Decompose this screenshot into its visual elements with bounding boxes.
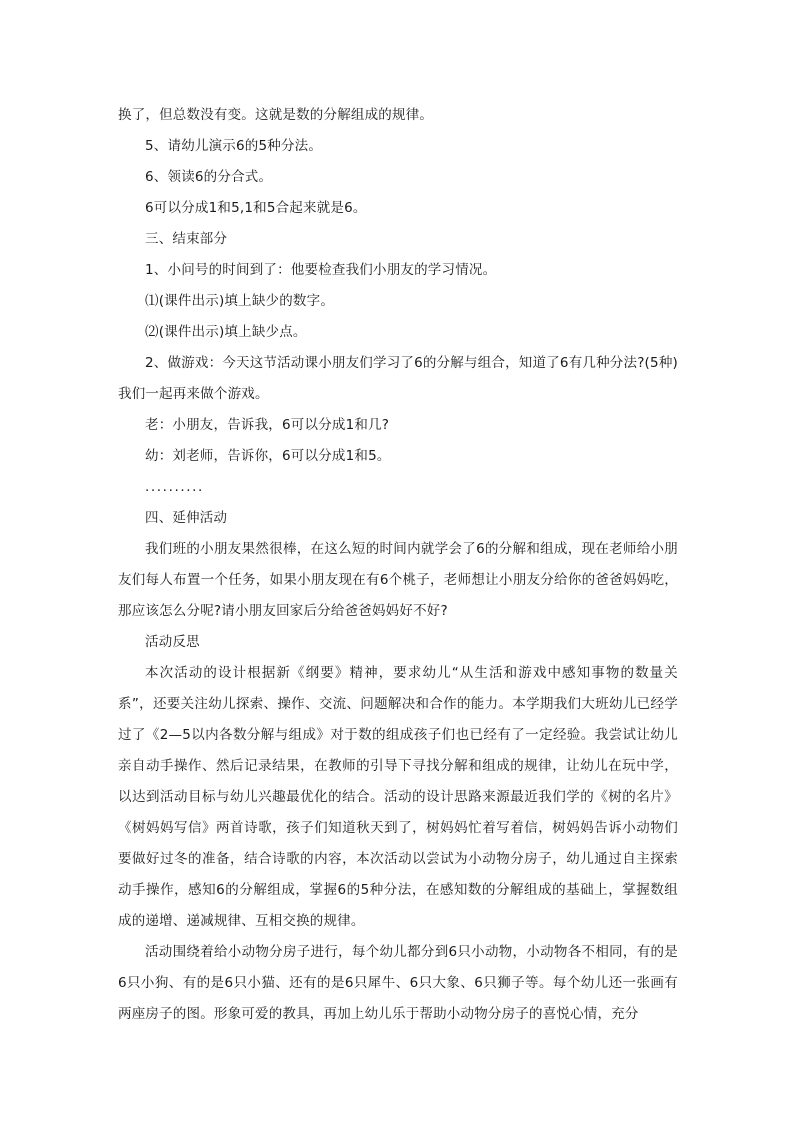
paragraph: 老：小朋友，告诉我，6可以分成1和几? (145, 417, 390, 433)
paragraph: 四、延伸活动 (145, 510, 228, 526)
paragraph: 活动围绕着给小动物分房子进行，每个幼儿都分到6只小动物，小动物各不相同，有的是6只小狗、有的是6只小猫、还有的是6只犀牛、6只大象、6只狮子等。每个幼儿还一张画有两座房子的图。形象可爱的教具，再加上幼儿乐于帮助小动物分房子的喜悦心情，充分 (118, 944, 678, 1022)
paragraph: 1、小问号的时间到了：他要检查我们小朋友的学习情况。 (145, 262, 497, 278)
document-body (118, 100, 678, 1030)
paragraph: 换了，但总数没有变。这就是数的分解组成的规律。 (118, 107, 434, 123)
paragraph: ⑵(课件出示)填上缺少点。 (145, 324, 307, 340)
paragraph: 幼：刘老师，告诉你，6可以分成1和5。 (145, 448, 391, 464)
paragraph: 本次活动的设计根据新《纲要》精神，要求幼儿“从生活和游戏中感知事物的数量关系”，还要关注幼儿探索、操作、交流、问题解决和合作的能力。本学期我们大班幼儿已经学过了《2—5以内各数分解与组成》对于数的组成孩子们也已经有了一定经验。我尝试让幼儿亲自动手操作、然后记录结果，在教师的引导下寻找分解和组成的规律，让幼儿在玩中学，以达到活动目标与幼儿兴趣最优化的结合。活动的设计思路来源最近我们学的《树的名片》《树妈妈写信》两首诗歌，孩子们知道秋天到了，树妈妈忙着写着信，树妈妈告诉小动物们要做好过冬的准备，结合诗歌的内容，本次活动以尝试为小动物分房子，幼儿通过自主探索动手操作，感知6的分解组成，掌握6的5种分法，在感知数的分解组成的基础上，掌握数组成的递增、递减规律、互相交换的规律。 (118, 665, 678, 929)
paragraph: 6可以分成1和5,1和5合起来就是6。 (145, 200, 367, 216)
paragraph: 6、领读6的分合式。 (145, 169, 273, 185)
paragraph: ⑴(课件出示)填上缺少的数字。 (145, 293, 335, 309)
paragraph: 活动反思 (145, 634, 200, 650)
paragraph: 2、做游戏：今天这节活动课小朋友们学习了6的分解与组合，知道了6有几种分法?(5种)我们一起再来做个游戏。 (118, 355, 678, 402)
paragraph: 三、结束部分 (145, 231, 228, 247)
paragraph: 5、请幼儿演示6的5种分法。 (145, 138, 323, 154)
paragraph: 我们班的小朋友果然很棒，在这么短的时间内就学会了6的分解和组成，现在老师给小朋友们每人布置一个任务，如果小朋友现在有6个桃子，老师想让小朋友分给你的爸爸妈妈吃，那应该怎么分呢?请小朋友回家后分给爸爸妈妈好不好? (118, 541, 678, 619)
paragraph: .......... (145, 479, 204, 495)
